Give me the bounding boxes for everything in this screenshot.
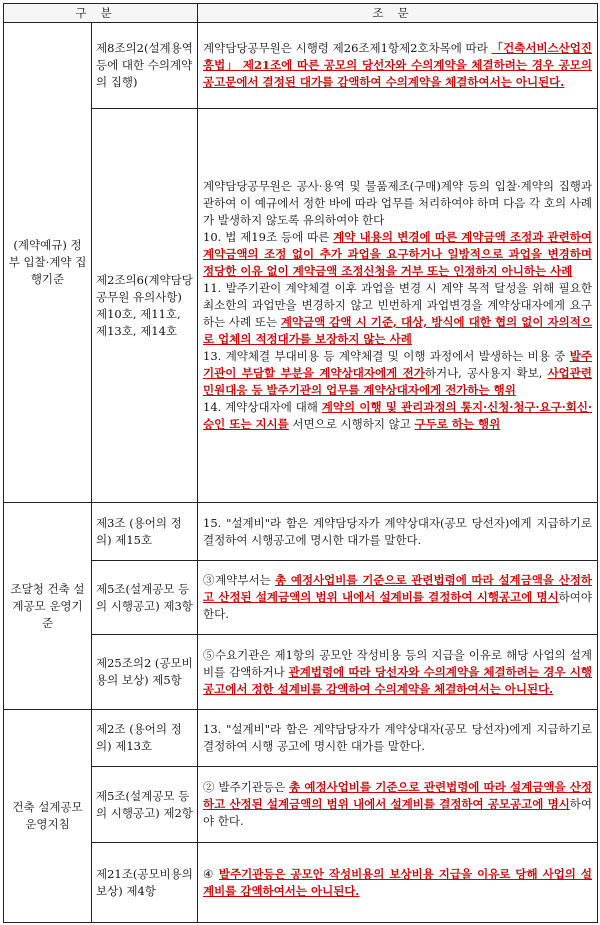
section-category: (계약예규) 정부 입찰·계약 집행기준 [4,23,92,503]
article-paragraph [203,40,592,91]
plain-text: 계약담당공무원은 시행령 제26조제1항제2호차목에 따라 [203,41,492,55]
article-paragraph [203,647,592,698]
plain-text: 하거나, 공사용지 확보, [424,366,548,380]
article-paragraph [203,515,592,549]
table-row [4,710,598,767]
table-row [4,109,598,503]
article-ref: 제2조 (용어의 정의) 제13호 [92,710,198,767]
table-row [4,561,598,635]
highlighted-text: 총 예정사업비를 기준으로 관련법령에 따라 설계금액을 산정하고 산정된 설계금액의 범위 내에서 설계비를 결정하여 시행공고에 명시 [203,573,592,604]
article-text [198,710,598,767]
article-ref: 제2조의6(계약담당공무원 유의사항) 제10호, 제11호, 제13호, 제14호 [92,109,198,503]
plain-text: 10. 법 제19조 등에 따른 [203,230,334,244]
article-text [198,635,598,710]
highlighted-text: 관계법령에 따라 당선자와 수의계약을 체결하려는 경우 시행공고에서 정한 설계비를 감액하여 수의계약을 체결하여서는 아니된다. [203,664,592,696]
article-paragraph [203,779,592,830]
highlighted-text: 발주기관이 부담할 부분을 계약상대자에게 전가 [203,349,592,380]
article-text [198,503,598,561]
highlighted-text: 사업관련 민원대응 등 발주기관의 업무를 계약상대자에게 전가하는 행위 [203,366,592,397]
plain-text: 계약담당공무원은 공사·용역 및 물품제조(구매)계약 등의 입찰·계약의 집행과 관하여 이 예규에서 정한 바에 따라 업무를 처리하여야 하며 다음 각 호의 사례가 발생하지 않도록 유의하여야 한다 [203,179,592,227]
highlighted-text: 구두로 하는 행위 [414,417,501,431]
table-row [4,767,598,843]
article-text [198,843,598,923]
article-ref: 제3조 (용어의 정의) 제15호 [92,503,198,561]
plain-text: 서면으로 시행하지 않고 [288,417,415,431]
plain-text: 하여야 한다. [203,797,592,828]
article-paragraph [203,229,592,280]
highlighted-text: 계약 내용의 변경에 따른 계약금액 조정과 관련하여 계약금액의 조정 없이 추가 과업을 요구하거나 일방적으로 과업을 변경하며 정당한 이유 없이 계약금액 조정신청을 거부 또는 인정하지 아니하는 사례 [203,230,592,278]
article-paragraph [203,572,592,623]
article-ref: 제21조(공모비용의 보상) 제4항 [92,843,198,923]
plain-text: 13. "설계비"라 함은 계약담당자가 계약상대자(공모 당선자)에게 지급하기로 결정하여 시행 공고에 명시한 대가를 말한다. [203,722,592,753]
plain-text: 15. "설계비"라 함은 계약담당자가 계약상대자(공모 당선자)에게 지급하기로 결정하여 시행공고에 명시한 대가를 말한다. [203,515,592,547]
article-text [198,561,598,635]
table-row [4,503,598,561]
highlighted-text: 계약의 이행 및 관리과정의 통지·신청·청구·요구·회신·승인 또는 지시를 [203,400,592,431]
plain-text: 11. 발주기관이 계약체결 이후 과업을 변경 시 계약 목적 달성을 위해 필요한 최소한의 과업만을 변경하지 않고 빈번하게 과업변경을 계약상대자에게 요구하는 사례 또는 [203,281,592,329]
plain-text: ⑤수요기관은 제1항의 공모안 작성비용 등의 지급을 이유로 해당 사업의 설계비를 감액하거나 [203,647,592,679]
highlighted-text: 총 예정사업비를 기준으로 관련법령에 따라 설계금액을 산정하고 산정된 설계금액의 범위 내에서 설계비를 결정하여 공모공고에 명시 [203,780,592,811]
section-category: 조달청 건축 설계공모 운영기준 [4,503,92,710]
article-paragraph [203,399,592,433]
article-text [198,767,598,843]
regulation-table [3,3,598,923]
highlighted-text: 「건축서비스산업진흥법」 제21조에 따른 공모의 당선자와 수의계약을 체결하려는 경우 공모의 공고문에서 결정된 대가를 감액하여 수의계약을 체결하여서는 아니된다. [203,41,592,89]
header-category: 구분 [4,4,198,23]
highlighted-text: 계약금액 감액 시 기준, 대상, 방식에 대한 협의 없이 자의적으로 업체의 적정대가를 보장하지 않는 사례 [203,315,593,346]
table-row [4,635,598,710]
plain-text: ④ [203,866,219,881]
plain-text: ② 발주기관등은 [203,780,290,794]
article-ref: 제25조의2 (공모비용의 보상) 제5항 [92,635,198,710]
table-header-row [4,4,598,23]
plain-text: 14. 계약상대자에 대해 [203,400,322,414]
plain-text: 13. 계약체결 부대비용 등 계약체결 및 이행 과정에서 발생하는 비용 중 [203,349,570,363]
plain-text: 하여야 한다. [203,590,592,621]
highlighted-text: 발주기관등은 공모안 작성비용의 보상비용 지급을 이유로 당해 사업의 설계비를 감액하여서는 아니된다. [203,866,593,898]
article-ref: 제8조의2(설계용역 등에 대한 수의계약의 집행) [92,23,198,109]
article-text [198,23,598,109]
article-text [198,109,598,503]
article-paragraph [203,866,592,900]
table-row [4,23,598,109]
article-paragraph [203,280,592,348]
article-paragraph [203,348,592,399]
section-category: 건축 설계공모 운영지침 [4,710,92,923]
article-paragraph [203,721,592,755]
header-article-text: 조문 [198,4,598,23]
article-ref: 제5조(설계공모 등의 시행공고) 제2항 [92,767,198,843]
article-paragraph [203,178,592,229]
article-ref: 제5조(설계공모 등의 시행공고) 제3항 [92,561,198,635]
table-row [4,843,598,923]
plain-text: ③계약부서는 [203,573,276,587]
